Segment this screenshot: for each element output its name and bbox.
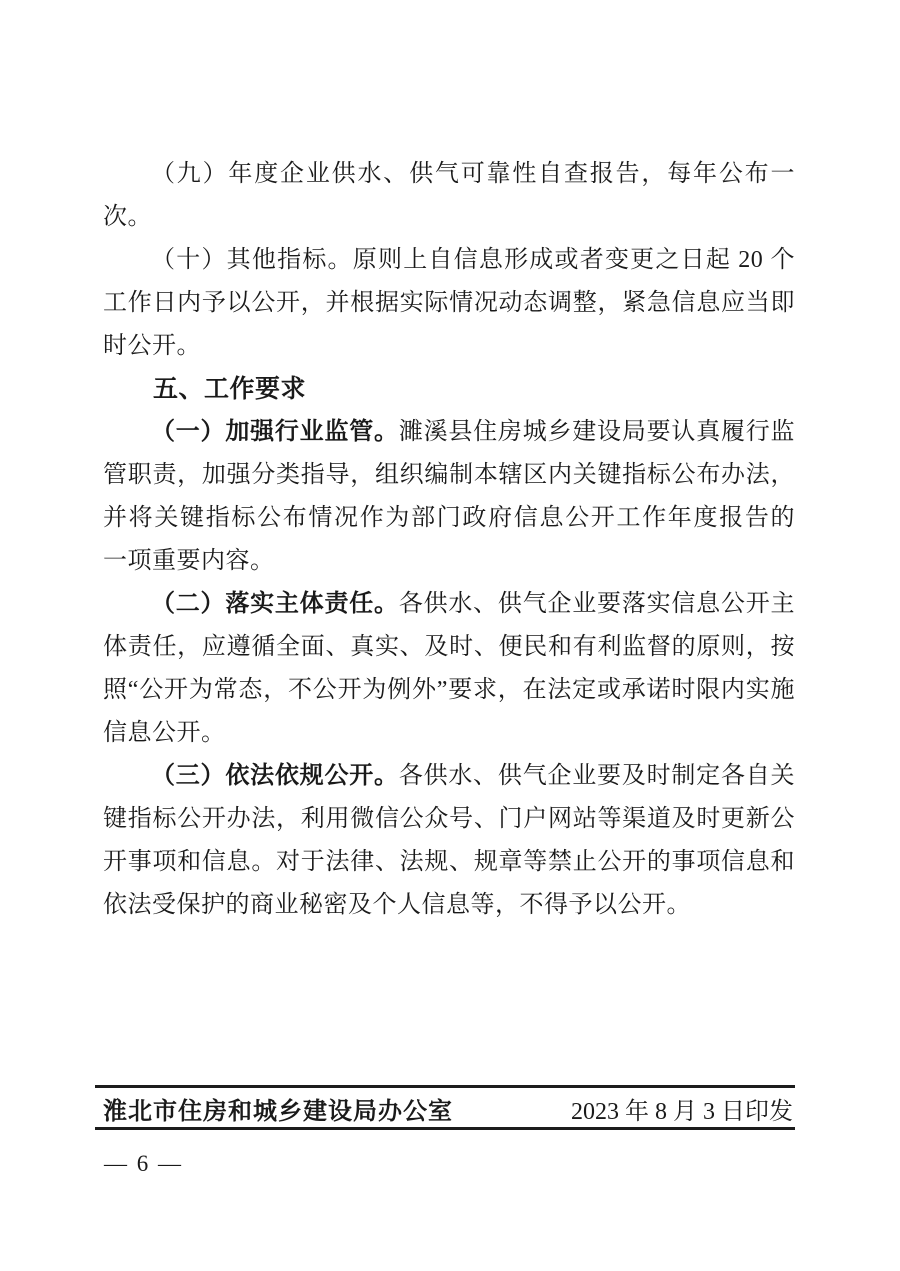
paragraph-section-3-lead: （三）依法依规公开。 — [151, 763, 399, 789]
footer — [103, 1089, 793, 1127]
paragraph-item-9-line-1: （九）年度企业供水、供气可靠性自查报告，每年公布一次。 — [103, 161, 795, 230]
footer-issuer: 淮北市住房和城乡建设局办公室 — [103, 1098, 453, 1125]
paragraph-section-2-line-3: 照“公开为常态，不公开为例外”要求，在法定或承诺时限内实施 — [103, 677, 795, 703]
section-heading-work-requirements: 五、工作要求 — [153, 375, 307, 403]
footer-bottom-rule — [95, 1127, 795, 1130]
paragraph-section-2-line-2: 体责任，应遵循全面、真实、及时、便民和有利监督的原则，按 — [103, 634, 795, 660]
footer-print-date: 2023 年 8 月 3 日印发 — [571, 1098, 793, 1125]
paragraph-section-2-line-4: 信息公开。 — [103, 720, 226, 746]
paragraph-section-1-line-4: 一项重要内容。 — [103, 548, 275, 574]
paragraph-section-1-lead: （一）加强行业监管。 — [151, 419, 399, 445]
paragraph-item-10-line-2: 工作日内予以公开，并根据实际情况动态调整，紧急信息应当即 — [103, 290, 795, 316]
paragraph-section-3-line-1 — [103, 755, 795, 798]
paragraph-section-3-line-2: 键指标公开办法，利用微信公众号、门户网站等渠道及时更新公 — [103, 806, 795, 832]
paragraph-section-1-text: 濉溪县住房城乡建设局要认真履行监 — [398, 419, 796, 445]
paragraph-section-2-text: 各供水、供气企业要落实信息公开主 — [398, 591, 796, 617]
paragraph-section-1-line-1 — [103, 411, 795, 454]
paragraph-item-10-line-3: 时公开。 — [103, 333, 201, 359]
footer-top-rule — [95, 1085, 795, 1088]
paragraph-section-1-line-3: 并将关键指标公布情况作为部门政府信息公开工作年度报告的 — [103, 505, 795, 531]
paragraph-section-1-line-2: 管职责，加强分类指导，组织编制本辖区内关键指标公布办法， — [103, 462, 795, 488]
paragraph-item-10-line-1: （十）其他指标。原则上自信息形成或者变更之日起 20 个 — [151, 247, 795, 273]
document-body — [103, 153, 795, 927]
paragraph-section-2-lead: （二）落实主体责任。 — [151, 591, 399, 617]
paragraph-section-2-line-1 — [103, 583, 795, 626]
paragraph-section-3-line-4: 依法受保护的商业秘密及个人信息等，不得予以公开。 — [103, 892, 691, 918]
page-number: — 6 — — [104, 1151, 183, 1176]
paragraph-section-3-line-3: 开事项和信息。对于法律、法规、规章等禁止公开的事项信息和 — [103, 849, 795, 875]
paragraph-section-3-text: 各供水、供气企业要及时制定各自关 — [398, 763, 796, 789]
